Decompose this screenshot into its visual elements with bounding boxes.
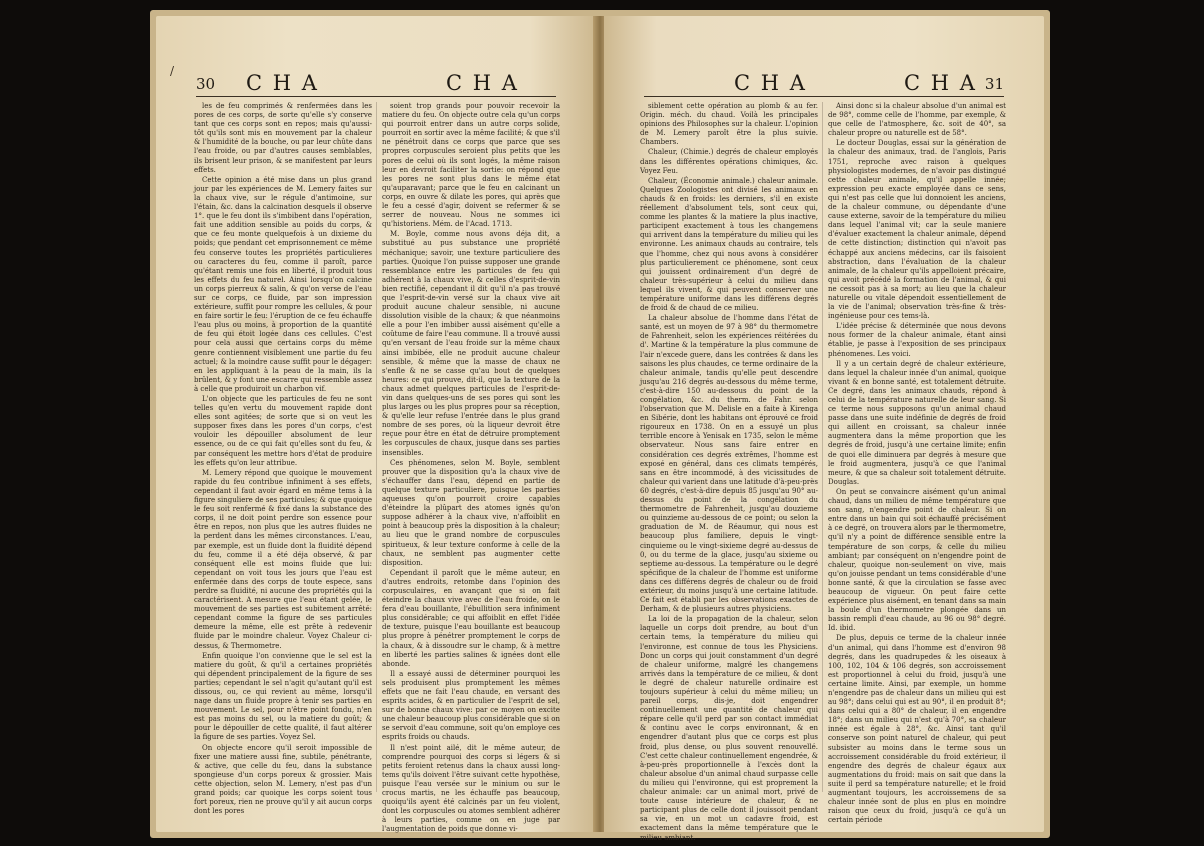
paragraph: Il y a un certain degré de chaleur extérieure, dans lequel la chaleur innée d'un animal, quoique vivant & en bonne santé, est totalement détruite. Ce degré, dans les animaux chauds, répond à celui de la température naturelle de leur sang. Si ce terme nous supposons qu'un animal chaud passe dans une suite indéfinie de degrés de froid qui aillent en croissant, sa chaleur innée augmentera dans la même proportion que les degrés de froid, jusqu'à une certaine limite; enfin de quoi elle diminuera par degrés à mesure que le froid augmentera, jusqu'à ce que l'animal meure, & que sa chaleur soit totalement détruite. Douglas. xyxy=(828,359,1006,486)
margin-mark: / xyxy=(170,64,175,78)
paragraph: M. Boyle, comme nous avons déja dit, a substitué au pus substance une propriété méchanique; savoir, une texture particuliere des parties. Quoique l'on puisse supposer une grande ressemblance entre les particules de feu qui adhérent à la chaux vive, & celles d'esprit-de-vin bien rectifié, cependant il dit qu'il n'a pas trouvé que l'esprit-de-vin versé sur la chaux vive ait produit aucune chaleur sensible, ni aucune dissolution visible de la chaux; & que néanmoins elle a pour l'en imbiber aussi aisément qu'elle a coûtume de faire l'eau commune. Il a trouvé aussi qu'en versant de l'eau froide sur la même chaux ainsi imbibée, elle ne produit aucune chaleur sensible, & même que la masse de chaux ne s'enfle & ne se casse qu'au bout de quelques heures: ce qui prouve, dit-il, que la texture de la chaux admet quelques particules de l'esprit-de-vin dans quelques-uns de ses pores qui sont les plus larges ou les plus propres pour sa réception, & qu'elle leur refuse l'entrée dans le plus grand nombre de ses pores, où la liqueur devroit être reçue pour être en état de détruire promptement les corpuscules de chaux, jusque dans ses parties insensibles. xyxy=(382,230,560,457)
running-head-right: C H A xyxy=(904,71,977,95)
paragraph: Cependant il paroît que le même auteur, en d'autres endroits, retombe dans l'opinion des corpusculaires, en avançant que si on fait éteindre la chaux vive avec de l'eau froide, on le fera d'eau bouillante, l'ébullition sera infiniment plus considérable; ce qui affoiblit en effet l'idée de texture, puisque l'eau bouillante est beaucoup plus propre à pénétrer promptement le corps de la chaux, & à dissoudre sur le champ, & à mettre en liberté les parties salines & ignées dont elle abonde. xyxy=(382,568,560,668)
text-column-1 xyxy=(640,102,818,842)
running-head-left: C H A xyxy=(734,71,807,95)
paragraph: Ainsi donc si la chaleur absolue d'un animal est de 98°, comme celle de l'homme, par exemple, & que celle de l'atmosphere, &c. soit de 40°, sa chaleur propre ou naturelle est de 58°. xyxy=(828,102,1006,138)
paragraph: De plus, depuis ce terme de la chaleur innée d'un animal, qui dans l'homme est d'environ 98 degrés, dans les quadrupedes & les oiseaux à 100, 102, 104 & 106 degrés, son accroissement est proportionnel à celui du froid, jusqu'à une certaine limite. Ainsi, par exemple, un homme n'engendre pas de chaleur dans un milieu qui est au 98°; dans celui qui est au 90°, il en produit 8°; dans celui qui a 80° de chaleur, il en engendre 18°; dans un milieu qui n'est qu'à 70°, sa chaleur innée est égale à 28°, &c. Ainsi tant qu'il conserve son point naturel de chaleur, qui peut subsister au moins dans le terme sous un accroissement considérable du froid extérieur, il engendre des degrés de chaleur égaux aux augmentations du froid: mais on sait que dans la suite il perd sa température naturelle; et le froid augmentant toujours, les accroissemens de sa chaleur innée sont de plus en plus en moindre raison que ceux du froid, jusqu'à ce qu'à un certain période xyxy=(828,634,1006,825)
paragraph: soient trop grands pour pouvoir recevoir la matiere du feu. On objecte outre cela qu'un corps qui pourroit entrer dans un autre corps solide, pourroit en sortir avec la même facilité; & que s'il ne pénétroit dans ce corps que parce que ses propres corpuscules seroient plus petits que les pores de celui où ils sont logés, la même raison leur en devroit faciliter la sortie: on répond que les pores ne sont plus dans le même état qu'auparavant; parce que le feu en calcinant un corps, en ouvre & dilate les pores, qui après que le feu a cessé d'agir, doivent se refermer & se serrer de nouveau. Nous ne sommes ici qu'historiens. Mém. de l'Acad. 1713. xyxy=(382,102,560,229)
paragraph: L'on objecte que les particules de feu ne sont telles qu'en vertu du mouvement rapide dont elles sont agitées; de sorte que si on veut les supposer fixes dans les pores d'un corps, c'est vouloir les dépouiller absolument de leur essence, ou de ce qui fait qu'elles sont du feu, & par conséquent les mettre hors d'état de produire les effets qu'on leur attribue. xyxy=(194,395,372,467)
column-separator xyxy=(822,102,823,792)
paragraph: On peut se convaincre aisément qu'un animal chaud, dans un milieu de même température que son sang, n'engendre point de chaleur. Si on entre dans un bain qui soit échauffé précisément à ce degré, on trouvera alors par le thermometre, qu'il n'y a point de différence sensible entre la température de son corps, & celle du milieu ambiant; par conséquent on n'engendre point de chaleur, quoique non-seulement on vive, mais qu'on jouisse pendant un tems considérable d'une bonne santé, & que la circulation se fasse avec beaucoup de vigueur. On peut faire cette expérience plus aisément, en tenant dans sa main la boule d'un thermometre plongée dans un bassin rempli d'eau chaude, au 96 ou 98° degré. Id. ibid. xyxy=(828,487,1006,633)
paragraph: Chaleur, (Économie animale.) chaleur animale. Quelques Zoologistes ont divisé les animaux en chauds & en froids: les derniers, s'il en existe réellement d'absolument tels, sont ceux qui, comme les plantes & la matiere la plus inactive, participent exactement à tous les changemens qui arrivent dans la température du milieu qui les environne. Les animaux chauds au contraire, tels que l'homme, chez qui nous avons à considérer plus particulierement ce phénomene, sont ceux qui jouissent ordinairement d'un degré de chaleur très-supérieur à celui du milieu dans lequel ils vivent, & qui peuvent conserver une température uniforme dans les différens degrés de froid & de chaud de ce milieu. xyxy=(640,176,818,313)
text-column-2 xyxy=(382,102,560,834)
right-page xyxy=(604,16,1044,842)
paragraph: Cette opinion a été mise dans un plus grand jour par les expériences de M. Lemery faites sur la chaux vive, sur le régule d'antimoine, sur l'étain, &c. dans la calcination desquels il observe 1°. que le feu dont ils s'imbibent dans l'opération, fait une addition sensible au poids du corps, & que ce feu monte quelquefois à un dixieme du poids; que pendant cet emprisonnement ce même feu conserve toutes les propriétés particulieres ou caracteres du feu, comme il paroît, parce qu'étant remis une fois en liberté, il produit tous les effets du feu naturel. Ainsi lorsqu'on calcine un corps pierreux & salin, & qu'on verse de l'eau sur ce corps, ce fluide, par son impression extérieure, suffit pour rompre les cellules, & pour en faire sortir le feu: l'éruption de ce feu échauffe l'eau plus ou moins, à proportion de la quantité de feu qui étoit logée dans ces cellules. C'est pour cela aussi que certains corps du même genre contiennent visiblement une partie du feu actuel; & la moindre cause suffit pour le dégager: en les appliquant à la peau de la main, ils la brûlent, & y font une escarre qui ressemble assez à celle que produiroit un charbon vif. xyxy=(194,175,372,393)
text-column-1 xyxy=(194,102,372,816)
header-rule xyxy=(196,96,556,97)
running-head xyxy=(196,71,556,97)
paragraph: Il n'est point ailé, dit le même auteur, de comprendre pourquoi des corps si légers & si petits feroient retenus dans la chaux aussi long-tems qu'ils doivent l'être suivant cette hypothèse, puisque l'eau versée sur le minium ou sur le crocus martis, ne les échauffe pas beaucoup, quoiqu'ils ayent été calcinés par un feu violent, dont les corpuscules ou atomes semblent adhérer à leurs parties, comme on en juge par l'augmentation de poids que donne vi- xyxy=(382,743,560,834)
paragraph: La chaleur absolue de l'homme dans l'état de santé, est un moyen de 97 à 98° du thermometre de Fahrenheit, selon les expériences réitérées du d'. Martine & la température la plus commune de l'air n'excede guere, dans les contrées & dans les saisons les plus chaudes, ce terme ordinaire de la chaleur animale, tandis qu'elle peut descendre jusqu'au 216 degrés au-dessous du même terme, c'est-à-dire 150 au-dessous du point de la congélation, &c. du therm. de Fahr. selon l'observation que M. Delisle en a faite à Kirenga en Sibérie, dont les habitans ont éprouvé ce froid rigoureux en 1738. On en a essuyé un plus terrible encore à Yenisak en 1735, selon le même observateur. Nous sans faire entrer en considération ces degrés extrêmes, l'homme est exposé en général, dans ces climats tempérés, sans en être incommodé, à des vicissitudes de chaleur qui varient dans une latitude d'à-peu-près 60 degrés, c'est-à-dire depuis 85 jusqu'au 90° au-dessus du point de la congélation du thermometre de Fahrenheit, jusqu'au douzieme ou quinzieme au-dessous de ce point; ou selon la graduation de M. de Réaumur, qui nous est beaucoup plus familiere, depuis le vingt-cinquieme ou le vingt-sixieme degré au-dessus de 0, ou du terme de la glace, jusqu'au sixieme ou septieme au-dessous. La température ou le degré spécifique de la chaleur de l'homme est uniforme dans ces différens degrés de chaleur ou de froid extérieur, du moins jusqu'à une certaine latitude. Ce fait est établi par les observations exactes de Derham, & de plusieurs autres physiciens. xyxy=(640,314,818,614)
left-page xyxy=(156,16,596,832)
text-column-2 xyxy=(828,102,1006,825)
page-number: 31 xyxy=(984,75,1004,93)
paragraph: Enfin quoique l'on convienne que le sel est la matiere du goût, & qu'il a certaines propriétés qui dépendent principalement de la figure de ses parties; cependant le sel n'agit qu'autant qu'il est dissous, ou, ce qui revient au même, lorsqu'il nage dans un fluide propre à tenir ses parties en mouvement. Le sel, pour n'être point fondu, n'en est pas moins du sel, ou la matiere du goût; & pour le dépouiller de cette qualité, il faut altérer la figure de ses parties. Voyez Sel. xyxy=(194,651,372,742)
paragraph: Le docteur Douglas, essai sur la génération de la chaleur des animaux, trad. de l'anglois, Paris 1751, reproche avec raison à quelques physiologistes modernes, de n'avoir pas distingué cette chaleur animale, qu'il appelle innée; expression peu exacte employée dans ce sens, qui n'est pas celle que lui donnoient les anciens, de la chaleur commune, ou dépendante d'une cause externe, savoir de la température du milieu dans lequel l'animal vit; car la seule maniere d'évaluer exactement la chaleur animale, dépend de cette distinction; distinction qui n'avoit pas échappé aux anciens médecins, car ils faisoient abstraction, dans l'évaluation de la chaleur animale, de la chaleur qu'ils appelloient précaire, qui avoit précédé la formation de l'animal, & qui ne cessoit pas à sa mort; au lieu que la chaleur naturelle ou vitale dépendoit essentiellement de la vie de l'animal; observation très-fine & très-ingénieuse pour ces tems-là. xyxy=(828,139,1006,321)
column-separator xyxy=(376,102,377,792)
running-head xyxy=(644,71,1004,97)
running-head-left: C H A xyxy=(246,71,319,95)
paragraph: les de feu comprimés & renfermées dans les pores de ces corps, de sorte qu'elle s'y conserve tant que ces corps sont en repos; mais qu'aussi-tôt qu'ils sont mis en mouvement par la chaleur & l'humidité de la bouche, ou par leur chûte dans l'eau froide, ou par d'autres causes semblables, ils brisent leur prison, & se manifestent par leurs effets. xyxy=(194,102,372,174)
paragraph: Il a essayé aussi de déterminer pourquoi les sels produisent plus promptement les mêmes effets que ne fait l'eau chaude, en versant des esprits acides, & en particulier de l'esprit de sel, sur de bonne chaux vive: par ce moyen on excite une chaleur beaucoup plus considérable que si on se servoit d'eau commune, soit qu'on employe ces esprits froids ou chauds. xyxy=(382,669,560,742)
paragraph: siblement cette opération au plomb & au fer. Origin. méch. du chaud. Voilà les principales opinions des Philosophes sur la chaleur. L'opinion de M. Lemery paroît être la plus suivie. Chambers. xyxy=(640,102,818,147)
paragraph: Ces phénomenes, selon M. Boyle, semblent prouver que la disposition qu'a la chaux vive de s'échauffer dans l'eau, dépend en partie de quelque texture particuliere, puisque les parties aqueuses qu'on pourroit croire capables d'éteindre la plûpart des atomes ignés qu'on suppose adhérer à la chaux vive, n'affoiblit en point à beaucoup près la disposition à la chaleur; au lieu que le grand nombre de corpuscules spiritueux, & leur texture conforme à celle de la chaux, ne semblent pas augmenter cette disposition. xyxy=(382,458,560,567)
paragraph: La loi de la propagation de la chaleur, selon laquelle un corps doit prendre, au bout d'un certain tems, la température du milieu qui l'environne, est connue de tous les Physiciens. Donc un corps qui jouit constamment d'un degré de chaleur uniforme, malgré les changemens arrivés dans la température de ce milieu, & dont le degré de chaleur naturelle ordinaire est toujours supérieur à celui du même milieu; un pareil corps, dis-je, doit engendrer continuellement une quantité de chaleur qui répare celle qu'il perd par son contact immédiat & continu avec le corps environnant, & en engendrer d'autant plus que ce corps est plus froid, plus dense, ou plus souvent renouvellé. C'est cette chaleur continuellement engendrée, & à-peu-près proportionnelle à l'excès dont la chaleur absolue d'un animal chaud surpasse celle du milieu qui l'environne, qui est proprement la chaleur animale: car un animal mort, privé de toute cause intérieure de chaleur, & ne participant plus de celle dont il jouissoit pendant sa vie, en un mot un cadavre froid, est exactement dans la même température que le milieu ambiant. xyxy=(640,615,818,842)
running-head-right: C H A xyxy=(446,71,519,95)
header-rule xyxy=(644,96,1004,97)
open-book xyxy=(150,10,1050,842)
page-number: 30 xyxy=(196,75,216,93)
paragraph: On objecte encore qu'il seroit impossible de fixer une matiere aussi fine, subtile, pénétrante, & active, que celle du feu, dans la substance spongieuse d'un corps poreux & grossier. Mais cette objection, selon M. Lemery, n'est pas d'un grand poids; car quoique les corps soient tous fort poreux, rien ne prouve qu'il y ait aucun corps dont les pores xyxy=(194,743,372,816)
paragraph: Chaleur, (Chimie.) degrés de chaleur employés dans les différentes opérations chimiques, &c. Voyez Feu. xyxy=(640,148,818,175)
paragraph: M. Lemery répond que quoique le mouvement rapide du feu contribue infiniment à ses effets, cependant il faut avoir égard en même tems à la figure singuliere de ses particules; & que quoique le feu soit renfermé & fixé dans la substance des corps, il ne doit point perdre son essence pour être en repos, non plus que les autres fluides ne la perdent dans les mêmes circonstances. L'eau, par exemple, est un fluide dont la fluidité dépend du feu, comme il a été déja observé, & par conséquent elle est moins fluide que lui: cependant on voit tous les jours que l'eau est enfermée dans des corps de toute espece, sans perdre sa fluidité, ni aucune des propriétés qui la caractérisent. A mesure que l'eau étant gelée, le mouvement de ses parties est subitement arrêté: cependant comme la figure de ses particules demeure la même, elle est prête à redevenir fluide par le moindre chaleur. Voyez Chaleur ci-dessus, & Thermometre. xyxy=(194,468,372,650)
paragraph: L'idée précise & déterminée que nous devons nous former de la chaleur animale, étant ainsi établie, je passe à l'exposition de ses principaux phénomenes. Les voici. xyxy=(828,322,1006,358)
